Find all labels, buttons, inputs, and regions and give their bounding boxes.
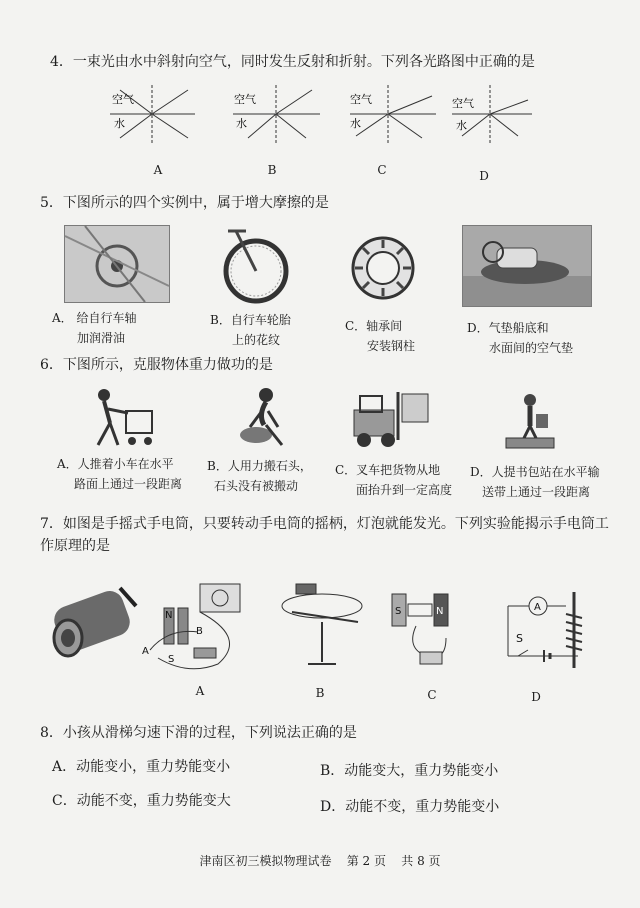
q7-stem: 7．如图是手摇式手电筒，只要转动手电筒的摇柄，灯泡就能发光。下列实验能揭示手电筒工作原理的是 — [40, 516, 609, 554]
q8-choice-c: C．动能不变，重力势能变大 — [52, 793, 231, 809]
q6-push-cart-image — [84, 385, 156, 449]
q5-bike-tire-image — [206, 225, 302, 307]
q5-option-a-line1: A． 给自行车轴 — [52, 311, 137, 325]
q4-d-water-label: 水 — [456, 119, 467, 132]
q6-forklift-image — [344, 390, 432, 450]
q7-d-switch-label: S — [516, 632, 523, 645]
q7-experiment-b-image — [278, 578, 364, 674]
q6-option-b-line2: 石头没有被搬动 — [214, 479, 299, 493]
q7-a-north-label: N — [165, 610, 173, 621]
page-footer: 津南区初三模拟物理试卷 第 2 页 共 8 页 — [199, 854, 441, 868]
q7-experiment-c-image — [386, 578, 472, 674]
q6-option-b-line1: B．人用力搬石头， — [207, 459, 312, 473]
q7-experiment-d-image — [494, 578, 594, 674]
q7-c-north-label: N — [436, 606, 444, 617]
q6-option-d-line1: D．人提书包站在水平输 — [470, 465, 600, 479]
q6-option-a-line1: A．人推着小车在水平 — [57, 457, 174, 471]
q4-option-a: A — [153, 163, 163, 177]
q4-c-water-label: 水 — [350, 117, 361, 130]
q8-stem: 8．小孩从滑梯匀速下滑的过程，下列说法正确的是 — [40, 725, 357, 741]
q7-option-b: B — [315, 686, 325, 700]
q8-choice-b: B．动能变大，重力势能变小 — [320, 763, 499, 779]
q5-option-c-line2: 安装钢柱 — [367, 339, 416, 353]
q7-a-a-label: A — [142, 646, 149, 657]
q4-diagrams — [100, 80, 600, 180]
q6-option-c-line2: 面抬升到一定高度 — [356, 483, 453, 497]
q4-diagram-d — [452, 85, 532, 145]
q5-option-d-line2: 水面间的空气垫 — [489, 341, 574, 355]
q4-diagram-c — [350, 85, 436, 145]
q4-d-air-label: 空气 — [452, 97, 474, 110]
q5-bike-axle-image — [64, 225, 170, 303]
q6-lift-stone-image — [230, 385, 302, 449]
q7-flashlight-image — [44, 578, 144, 668]
q4-a-water-label: 水 — [114, 117, 125, 130]
q5-hovercraft-image — [462, 225, 592, 307]
q5-option-d-line1: D．气垫船底和 — [467, 321, 549, 335]
q7-option-a: A — [195, 684, 205, 698]
q5-stem: 5．下图所示的四个实例中，属于增大摩擦的是 — [40, 195, 329, 211]
q5-option-b-line1: B．自行车轮胎 — [210, 313, 291, 327]
q7-experiment-a-image — [138, 578, 268, 678]
q7-a-b-label: B — [196, 626, 203, 637]
q4-b-air-label: 空气 — [234, 93, 256, 106]
q5-option-c-line1: C．轴承间 — [345, 319, 403, 333]
q4-option-b: B — [267, 163, 277, 177]
q5-option-b-line2: 上的花纹 — [232, 333, 281, 347]
q8-choice-a: A．动能变小，重力势能变小 — [52, 759, 231, 775]
q4-stem: 4．一束光由水中斜射向空气，同时发生反射和折射。下列各光路图中正确的是 — [50, 54, 535, 70]
q6-option-c-line1: C．叉车把货物从地 — [335, 463, 441, 477]
q7-d-ammeter-label: A — [534, 602, 541, 613]
q5-bearing-image — [345, 235, 421, 301]
q6-option-d-line2: 送带上通过一段距离 — [482, 485, 591, 499]
q4-option-c: C — [377, 163, 387, 177]
q7-option-d: D — [531, 690, 541, 704]
q4-option-d: D — [479, 169, 489, 183]
q7-c-south-label: S — [395, 606, 402, 617]
q4-diagram-b — [233, 85, 320, 145]
q4-a-air-label: 空气 — [112, 93, 134, 106]
q4-diagram-a — [110, 85, 195, 145]
q8-choice-d: D．动能不变，重力势能变小 — [320, 799, 500, 815]
q5-option-a-line2: 加润滑油 — [77, 331, 126, 345]
q4-b-water-label: 水 — [236, 117, 247, 130]
q6-conveyor-image — [500, 390, 560, 450]
q7-option-c: C — [427, 688, 437, 702]
q6-option-a-line2: 路面上通过一段距离 — [74, 477, 183, 491]
q7-a-south-label: S — [168, 654, 175, 665]
q4-c-air-label: 空气 — [350, 93, 372, 106]
q6-stem: 6．下图所示，克服物体重力做功的是 — [40, 357, 273, 373]
